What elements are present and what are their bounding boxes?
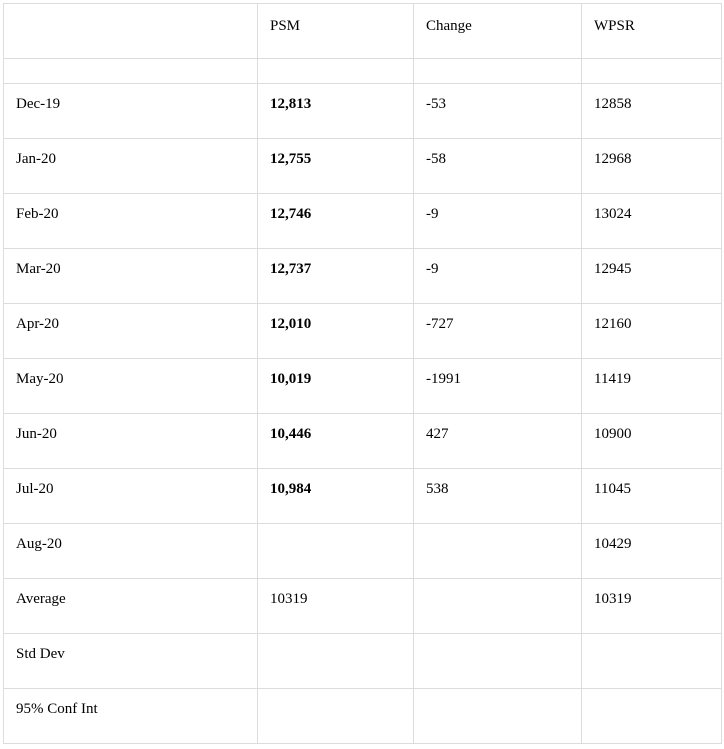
wpsr-value: 11419 [582, 359, 722, 414]
table-row [4, 304, 722, 359]
wpsr-value: 12160 [582, 304, 722, 359]
row-label: Jul-20 [4, 469, 258, 524]
spacer-cell [582, 59, 722, 84]
row-label: Average [4, 579, 258, 634]
wpsr-value: 12858 [582, 84, 722, 139]
wpsr-value: 13024 [582, 194, 722, 249]
wpsr-value [582, 634, 722, 689]
wpsr-value: 10900 [582, 414, 722, 469]
table-row [4, 524, 722, 579]
table-row [4, 359, 722, 414]
change-value [414, 634, 582, 689]
change-value: 538 [414, 469, 582, 524]
change-value: 427 [414, 414, 582, 469]
psm-value [258, 524, 414, 579]
row-label: Aug-20 [4, 524, 258, 579]
wpsr-value: 12968 [582, 139, 722, 194]
change-value: -727 [414, 304, 582, 359]
wpsr-value: 11045 [582, 469, 722, 524]
wpsr-value: 10429 [582, 524, 722, 579]
row-label: Feb-20 [4, 194, 258, 249]
row-label: May-20 [4, 359, 258, 414]
wpsr-value [582, 689, 722, 744]
psm-value: 12,746 [258, 194, 414, 249]
data-table [3, 3, 722, 744]
table-row [4, 414, 722, 469]
psm-value [258, 689, 414, 744]
psm-value: 12,737 [258, 249, 414, 304]
header-cell-psm: PSM [258, 4, 414, 59]
psm-value [258, 634, 414, 689]
table-row [4, 194, 722, 249]
row-label: Jan-20 [4, 139, 258, 194]
table-row [4, 689, 722, 744]
table-row [4, 579, 722, 634]
row-label: Apr-20 [4, 304, 258, 359]
psm-value: 10,984 [258, 469, 414, 524]
psm-value: 12,813 [258, 84, 414, 139]
change-value: -1991 [414, 359, 582, 414]
row-label: Jun-20 [4, 414, 258, 469]
row-label: Std Dev [4, 634, 258, 689]
table-row [4, 634, 722, 689]
change-value: -53 [414, 84, 582, 139]
spacer-cell [258, 59, 414, 84]
header-cell-change: Change [414, 4, 582, 59]
change-value [414, 579, 582, 634]
row-label: 95% Conf Int [4, 689, 258, 744]
row-label: Dec-19 [4, 84, 258, 139]
table-row [4, 139, 722, 194]
change-value: -58 [414, 139, 582, 194]
table-header-row [4, 4, 722, 59]
table-row [4, 84, 722, 139]
row-label: Mar-20 [4, 249, 258, 304]
change-value [414, 524, 582, 579]
spacer-cell [414, 59, 582, 84]
wpsr-value: 10319 [582, 579, 722, 634]
header-cell-wpsr: WPSR [582, 4, 722, 59]
psm-value: 12,010 [258, 304, 414, 359]
wpsr-value: 12945 [582, 249, 722, 304]
psm-value: 12,755 [258, 139, 414, 194]
psm-value: 10319 [258, 579, 414, 634]
change-value [414, 689, 582, 744]
header-cell-label [4, 4, 258, 59]
psm-value: 10,019 [258, 359, 414, 414]
psm-value: 10,446 [258, 414, 414, 469]
table-row [4, 469, 722, 524]
change-value: -9 [414, 249, 582, 304]
change-value: -9 [414, 194, 582, 249]
table-spacer-row [4, 59, 722, 84]
table-row [4, 249, 722, 304]
spacer-cell [4, 59, 258, 84]
